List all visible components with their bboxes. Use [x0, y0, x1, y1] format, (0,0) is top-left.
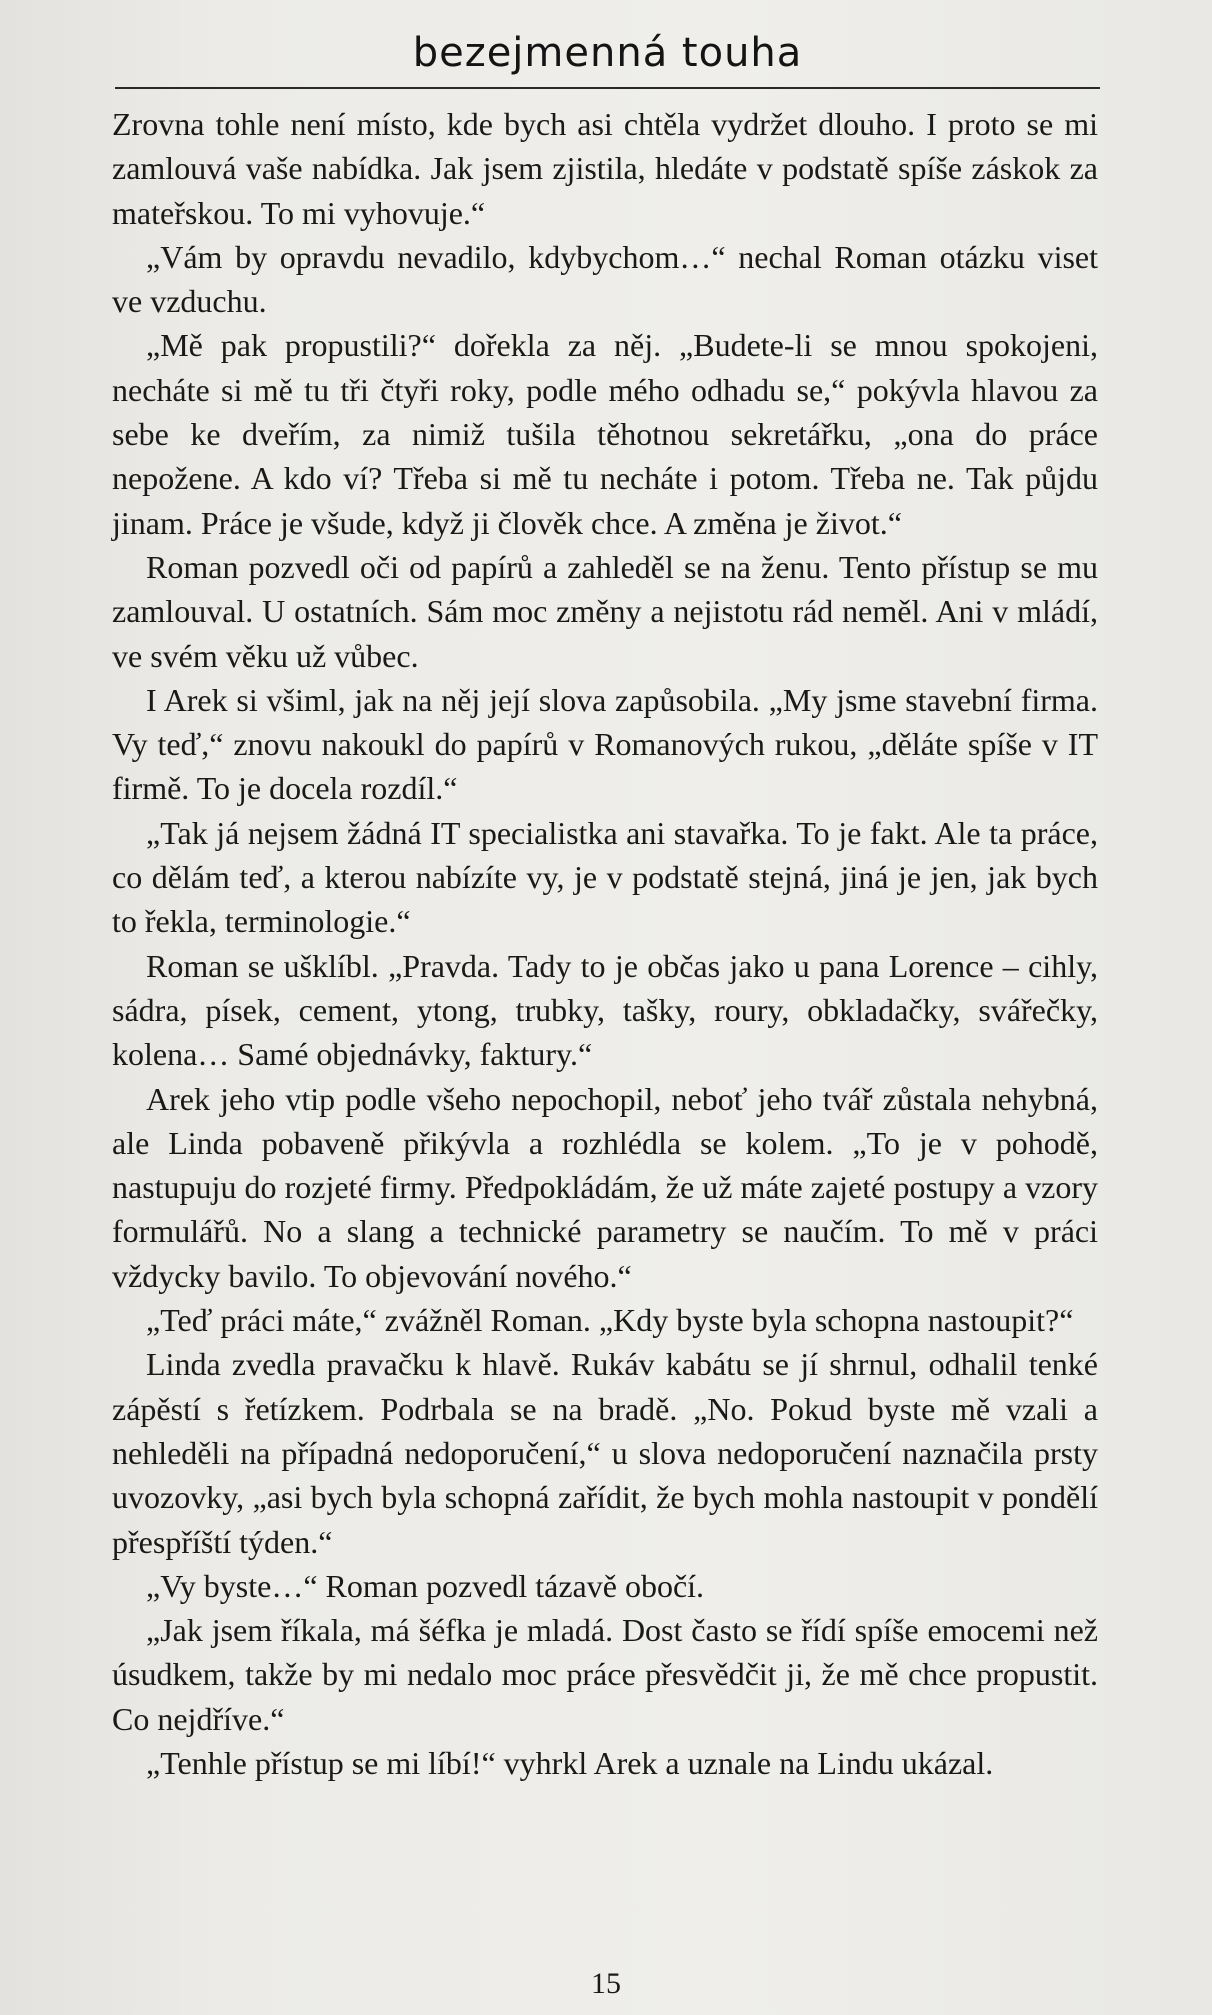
body-text — [112, 102, 1098, 1785]
paragraph: „Teď práci máte,“ zvážněl Roman. „Kdy byste byla schopna nastoupit?“ — [146, 1302, 1074, 1339]
paragraph: Roman se ušklíbl. „Pravda. Tady to je občas jako u pana Lorence – cihly, sádra, písek, cement, ytong, trubky, tašky, roury, obkladačky, svářečky, kolena… Samé objednávky, faktury.“ — [112, 947, 1098, 1073]
paragraph: Zrovna tohle není místo, kde bych asi chtěla vydržet dlouho. I proto se mi zamlouvá vaše nabídka. Jak jsem zjistila, hledáte v podstatě spíše záskok za mateřskou. To mi vyhovuje.“ — [112, 106, 1098, 231]
paragraph: „Tak já nejsem žádná IT specialistka ani stavařka. To je fakt. Ale ta práce, co dělám teď, a kterou nabízíte vy, je v podstatě stejná, jiná je jen, jak bych to řekla, terminologie.“ — [112, 814, 1098, 940]
paragraph: „Tenhle přístup se mi líbí!“ vyhrkl Arek a uznale na Lindu ukázal. — [146, 1744, 994, 1781]
paragraph: I Arek si všiml, jak na něj její slova zapůsobila. „My jsme stavební firma. Vy teď,“ znovu nakoukl do papírů v Romanových rukou, „děláte spíše v IT firmě. To je docela rozdíl.“ — [112, 681, 1098, 807]
paragraph: Roman pozvedl oči od papírů a zahleděl se na ženu. Tento přístup se mu zamlouval. U ostatních. Sám moc změny a nejistotu rád neměl. Ani v mládí, ve svém věku už vůbec. — [112, 548, 1098, 674]
paragraph: „Vy byste…“ Roman pozvedl tázavě obočí. — [146, 1567, 705, 1604]
paragraph: Linda zvedla pravačku k hlavě. Rukáv kabátu se jí shrnul, odhalil tenké zápěstí s řetízkem. Podrbala se na bradě. „No. Pokud byste mě vzali a nehleděli na případná nedoporučení,“ u slova nedoporučení naznačila prsty uvozovky, „asi bych byla schopná zařídit, že bych mohla nastoupit v pondělí přespříští týden.“ — [112, 1346, 1098, 1560]
paragraph: „Vám by opravdu nevadilo, kdybychom…“ nechal Roman otázku viset ve vzduchu. — [112, 238, 1098, 320]
paragraph: Arek jeho vtip podle všeho nepochopil, neboť jeho tvář zůstala nehybná, ale Linda pobaveně přikývla a rozhlédla se kolem. „To je v pohodě, nastupuju do rozjeté firmy. Předpokládám, že už máte zajeté postupy a vzory formulářů. No a slang a technické parametry se naučím. To mě v práci vždycky bavilo. To objevování nového.“ — [112, 1080, 1098, 1294]
header-rule — [115, 87, 1100, 89]
running-head: bezejmenná touha — [412, 30, 803, 76]
page-number: 15 — [591, 1967, 621, 2000]
paragraph: „Jak jsem říkala, má šéfka je mladá. Dost často se řídí spíše emocemi než úsudkem, takže by mi nedalo moc práce přesvědčit ji, že mě chce propustit. Co nejdříve.“ — [112, 1612, 1098, 1737]
paragraph: „Mě pak propustili?“ dořekla za něj. „Budete-li se mnou spokojeni, necháte si mě tu tři čtyři roky, podle mého odhadu se,“ pokývla hlavou za sebe ke dveřím, za nimiž tušila těhotnou sekretářku, „ona do práce nepožene. A kdo ví? Třeba si mě tu necháte i potom. Třeba ne. Tak půjdu jinam. Práce je všude, když ji člověk chce. A změna je život.“ — [112, 327, 1098, 541]
